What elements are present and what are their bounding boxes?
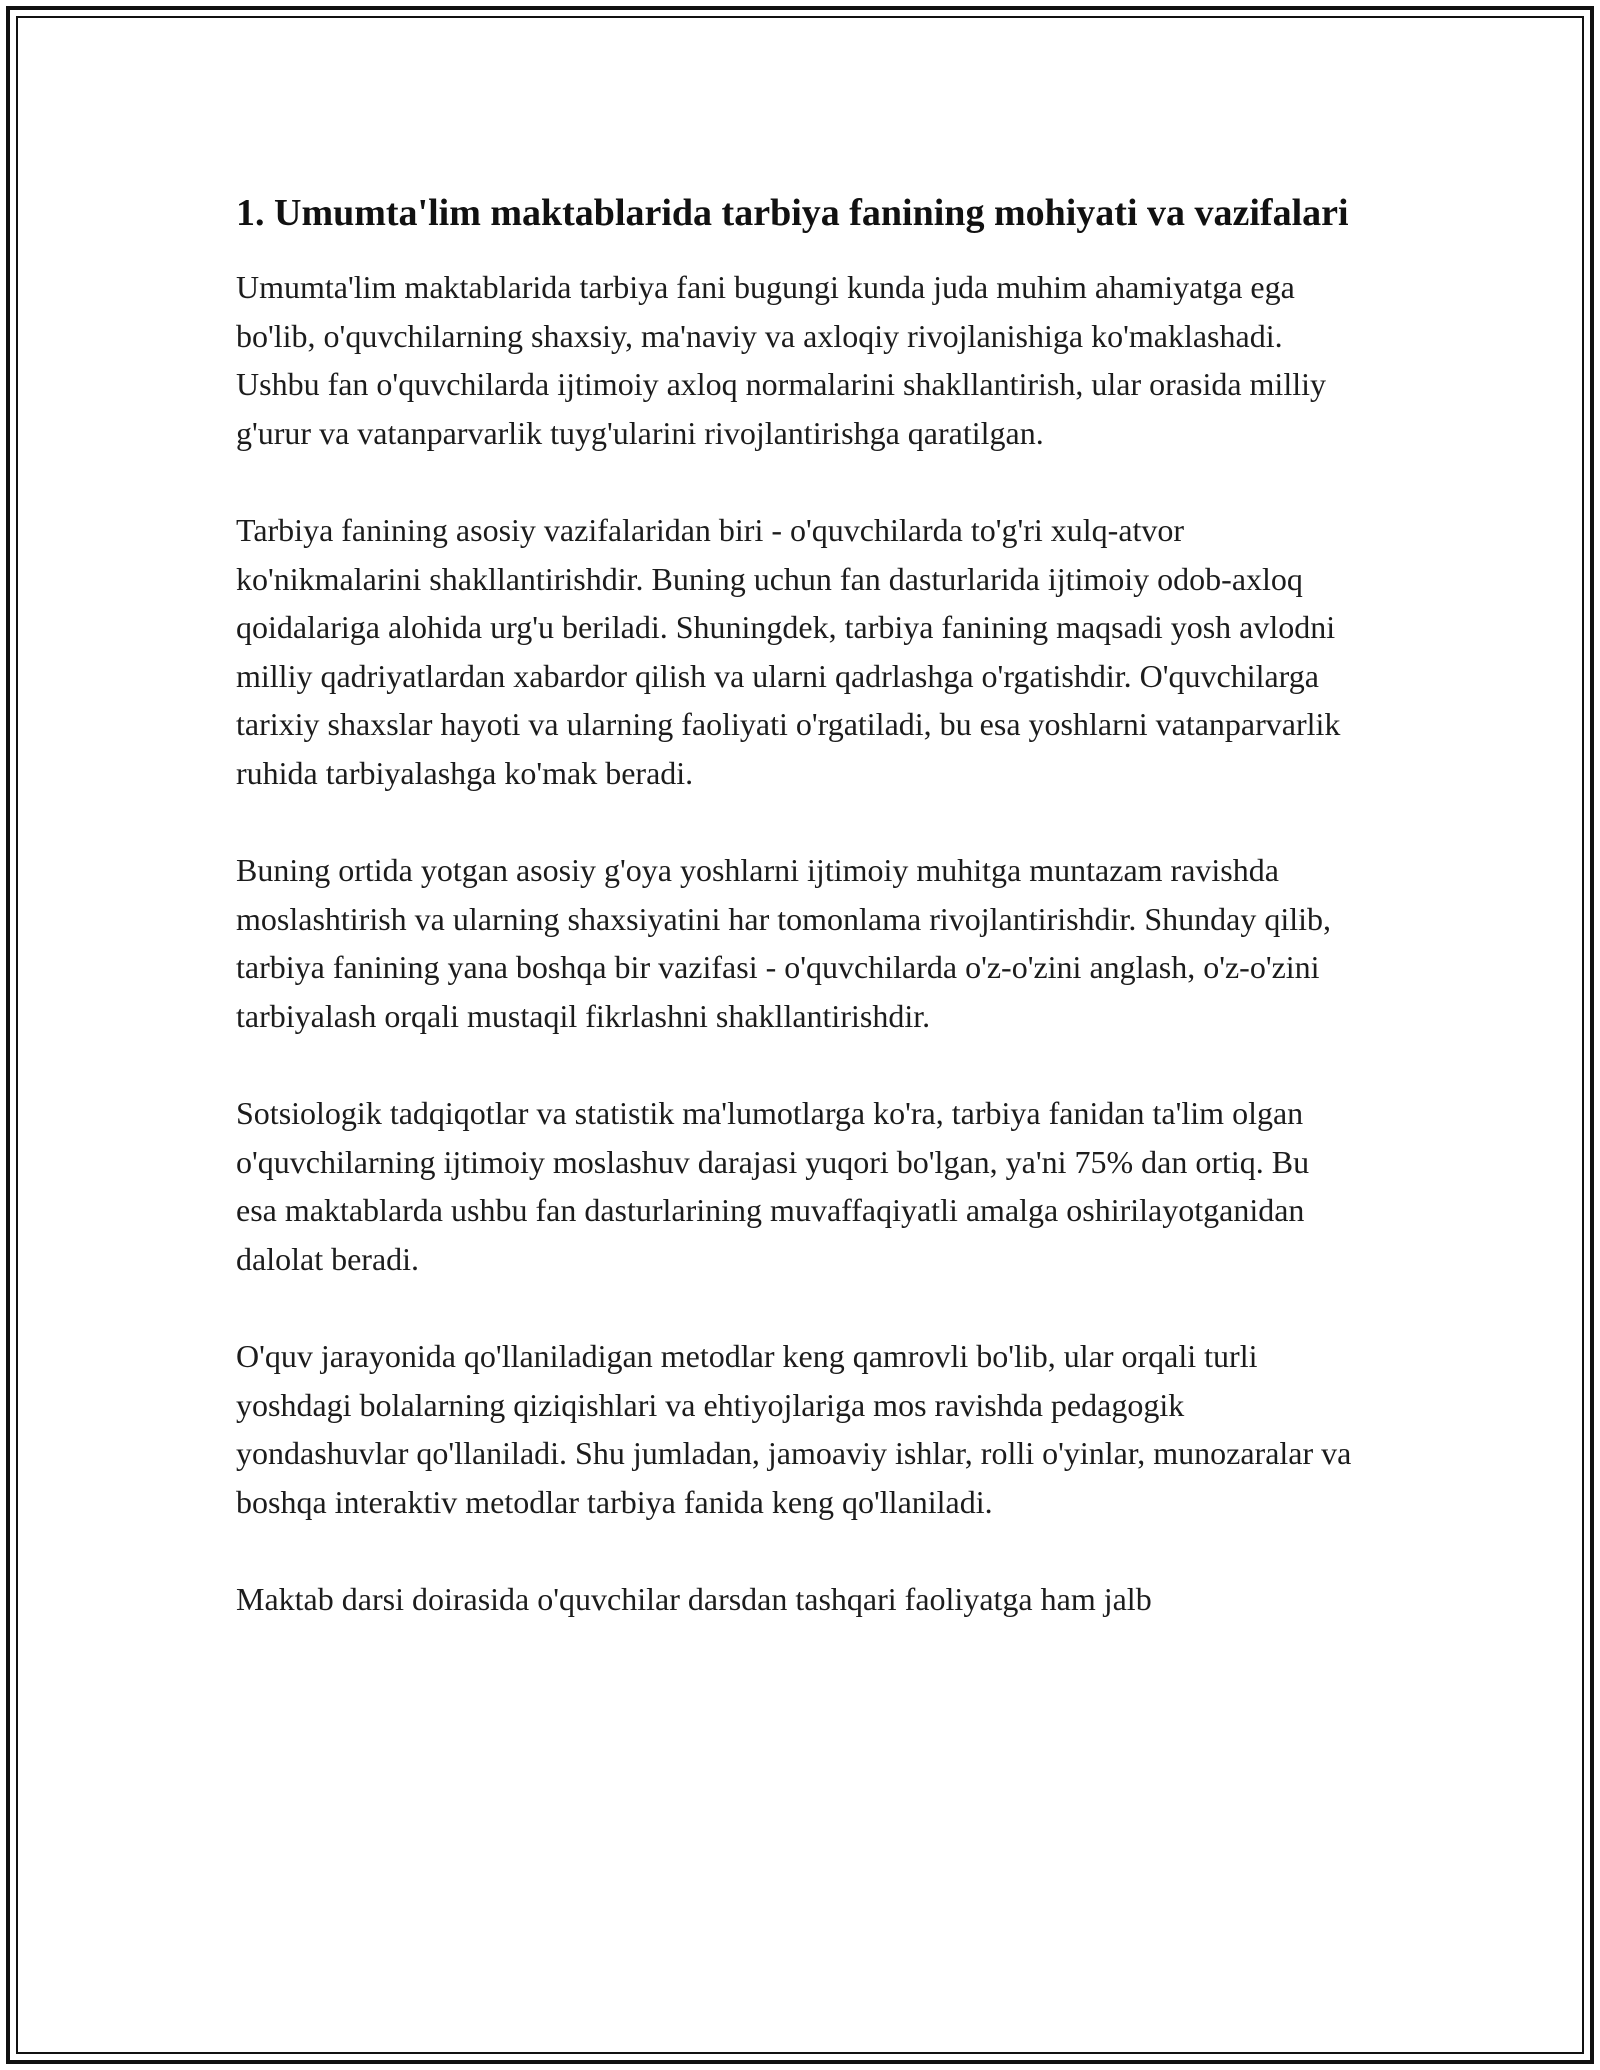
paragraph-list (236, 263, 1356, 1624)
section-heading: 1. Umumta'lim maktablarida tarbiya fanining mohiyati va vazifalari (236, 192, 1349, 234)
paragraph-2: Tarbiya fanining asosiy vazifalaridan biri - o'quvchilarda to'g'ri xulq-atvor ko'nikmalarini shakllantirishdir. Buning uchun fan dasturlarida ijtimoiy odob-axloq qoidalariga alohida urg'u beriladi. Shuningdek, tarbiya fanining maqsadi yosh avlodni milliy qadriyatlardan xabardor qilish va ularni qadrlashga o'rgatishdir. O'quvchilarga tarixiy shaxslar hayoti va ularning faoliyati o'rgatiladi, bu esa yoshlarni vatanparvarlik ruhida tarbiyalashga ko'mak beradi. (236, 512, 1341, 791)
document-body (236, 186, 1356, 1673)
paragraph-4: Sotsiologik tadqiqotlar va statistik ma'lumotlarga ko'ra, tarbiya fanidan ta'lim olgan o'quvchilarning ijtimoiy moslashuv darajasi yuqori bo'lgan, ya'ni 75% dan ortiq. Bu esa maktablarda ushbu fan dasturlarining muvaffaqiyatli amalga oshirilayotganidan dalolat beradi. (236, 1095, 1310, 1277)
paragraph-1: Umumta'lim maktablarida tarbiya fani bugungi kunda juda muhim ahamiyatga ega bo'lib, o'quvchilarning shaxsiy, ma'naviy va axloqiy rivojlanishiga ko'maklashadi. Ushbu fan o'quvchilarda ijtimoiy axloq normalarini shakllantirish, ular orasida milliy g'urur va vatanparvarlik tuyg'ularini rivojlantirishga qaratilgan. (236, 269, 1326, 451)
paragraph-5: O'quv jarayonida qo'llaniladigan metodlar keng qamrovli bo'lib, ular orqali turli yoshdagi bolalarning qiziqishlari va ehtiyojlariga mos ravishda pedagogik yondashuvlar qo'llaniladi. Shu jumladan, jamoaviy ishlar, rolli o'yinlar, munozaralar va boshqa interaktiv metodlar tarbiya fanida keng qo'llaniladi. (236, 1338, 1352, 1520)
paragraph-3: Buning ortida yotgan asosiy g'oya yoshlarni ijtimoiy muhitga muntazam ravishda moslashtirish va ularning shaxsiyatini har tomonlama rivojlantirishdir. Shunday qilib, tarbiya fanining yana boshqa bir vazifasi - o'quvchilarda o'z-o'zini anglash, o'z-o'zini tarbiyalash orqali mustaqil fikrlashni shakllantirishdir. (236, 852, 1331, 1034)
paragraph-6: Maktab darsi doirasida o'quvchilar darsdan tashqari faoliyatga ham jalb (236, 1581, 1152, 1617)
